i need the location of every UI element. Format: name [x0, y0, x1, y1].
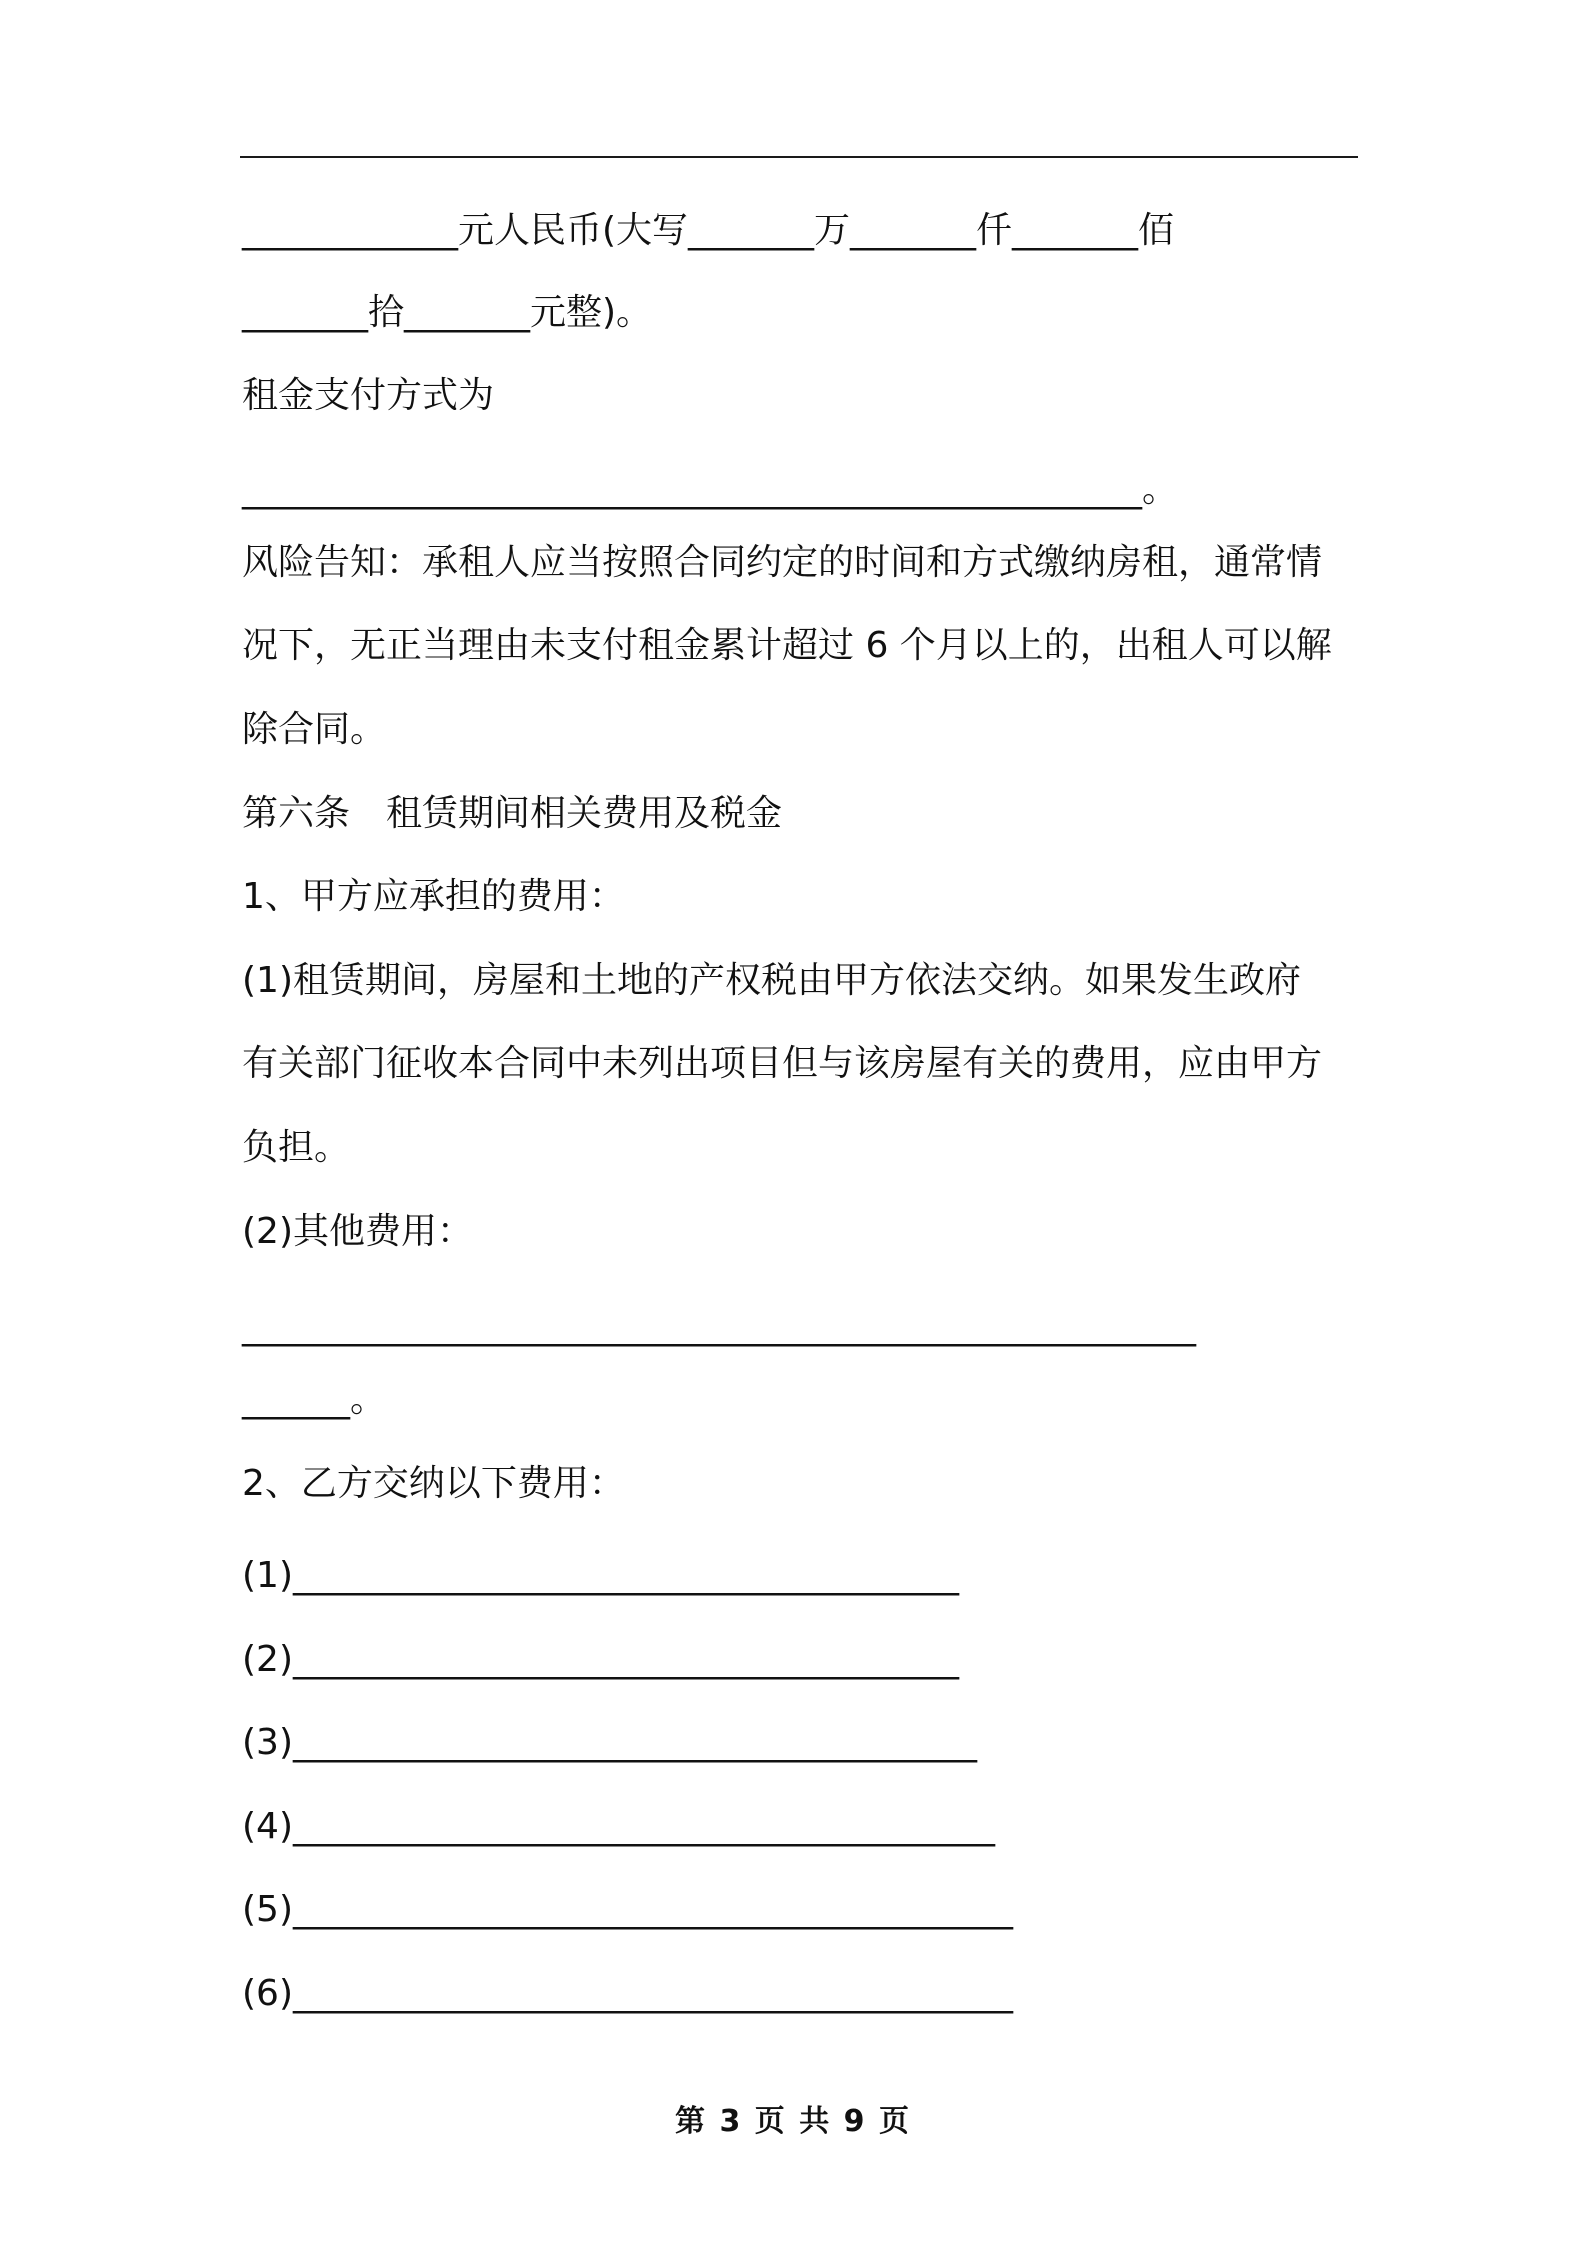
page-indicator: 第 3 页 共 9 页 [675, 2104, 911, 2139]
party-a-fee-1-line-2: 有关部门征收本合同中未列出项目但与该房屋有关的费用，应由甲方 [242, 1043, 1323, 1084]
party-b-fees-heading: 2、乙方交纳以下费用： [242, 1463, 625, 1504]
party-b-fee-item-1: (1)_____________________________________ [242, 1555, 959, 1596]
payment-method-blank: __________________________________________________。 [242, 469, 1178, 510]
article-six-heading: 第六条 租赁期间相关费用及税金 [242, 793, 783, 834]
party-b-fee-item-6: (6)________________________________________ [242, 1973, 1013, 2014]
party-b-fee-item-4: (4)_______________________________________ [242, 1806, 995, 1847]
header-rule [240, 156, 1358, 158]
party-a-fee-2-blank-cont: ______。 [242, 1379, 387, 1420]
rent-amount-line-cont: _______拾_______元整)。 [242, 292, 653, 333]
risk-notice-line-1: 风险告知：承租人应当按照合同约定的时间和方式缴纳房租，通常情 [242, 542, 1323, 583]
party-a-fee-2-label: (2)其他费用： [242, 1211, 473, 1252]
party-a-fee-2-blank: _____________________________________________________ [242, 1306, 1196, 1347]
party-b-fee-item-2: (2)_____________________________________ [242, 1639, 959, 1680]
party-a-fee-1-line-3: 负担。 [242, 1127, 351, 1168]
rent-amount-line: ____________元人民币(大写_______万_______仟_______佰 [242, 210, 1175, 251]
party-b-fee-item-5: (5)________________________________________ [242, 1889, 1013, 1930]
risk-notice-line-3: 除合同。 [242, 709, 387, 750]
party-b-fee-item-3: (3)______________________________________ [242, 1722, 977, 1763]
party-a-fees-heading: 1、甲方应承担的费用： [242, 876, 625, 917]
risk-notice-line-2: 况下，无正当理由未支付租金累计超过 6 个月以上的，出租人可以解 [242, 625, 1332, 666]
party-a-fee-1-line-1: (1)租赁期间，房屋和土地的产权税由甲方依法交纳。如果发生政府 [242, 960, 1301, 1001]
payment-method-label: 租金支付方式为 [242, 375, 495, 416]
